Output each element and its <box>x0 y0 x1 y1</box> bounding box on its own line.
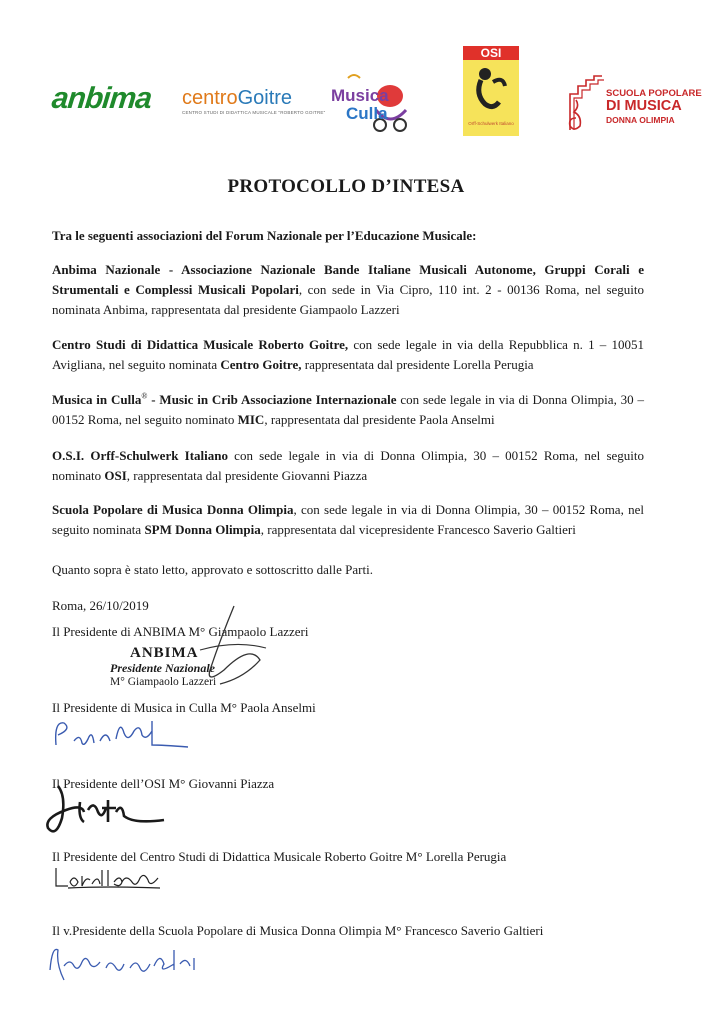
party-goitre-details: con sede legale in via della Repubblica n. 1 – 10051 Avigliana, nel seguito nominata <box>52 337 644 372</box>
party-spm-name: Scuola Popolare di Musica Donna Olimpia <box>52 502 294 517</box>
party-osi-name: O.S.I. Orff-Schulwerk Italiano <box>52 448 228 463</box>
party-osi-representative: , rappresentata dal presidente Giovanni Piazza <box>126 468 368 483</box>
party-mic-shortname: MIC <box>237 412 265 427</box>
centro-goitre-logo <box>182 87 326 115</box>
party-mic-details: con sede legale in via di Donna Olimpia, 30 – 00152 Roma, nel seguito nominato <box>52 392 645 427</box>
party-goitre-name: Centro Studi di Didattica Musicale Roberto Goitre, <box>52 337 349 352</box>
signatory-osi: Il Presidente dell’OSI M° Giovanni Piazza <box>52 776 275 791</box>
party-osi-shortname: OSI <box>104 468 127 483</box>
party-spm-details: , con sede legale in via di Donna Olimpia, 30 – 00152 Roma, nel seguito nominata <box>52 502 644 537</box>
signature-goitre <box>48 862 168 896</box>
party-mic-name-en: - Music in Crib Associazione Internazionale <box>147 392 397 407</box>
party-goitre-paragraph <box>52 335 644 375</box>
signatory-anbima: Il Presidente di ANBIMA M° Giampaolo Lazzeri <box>52 624 309 639</box>
signature-anbima <box>140 600 270 700</box>
osi-caption: Orff-Schulwerk Italiano <box>468 121 514 126</box>
document-title: PROTOCOLLO D’INTESA <box>227 176 465 197</box>
goitre-word-goitre: Goitre <box>237 87 293 109</box>
musica-text: Musica <box>331 86 389 105</box>
stamp-line1: ANBIMA <box>130 645 199 661</box>
intro-paragraph: Tra le seguenti associazioni del Forum Nazionale per l’Educazione Musicale: <box>52 228 477 243</box>
signature-spm <box>44 940 214 990</box>
centro-goitre-wordmark <box>182 88 302 108</box>
signatory-goitre: Il Presidente del Centro Studi di Didattica Musicale Roberto Goitre M° Lorella Perugia <box>52 849 507 864</box>
place-date: Roma, 26/10/2019 <box>52 598 149 613</box>
party-mic-name: Musica in Culla <box>52 392 142 407</box>
party-osi-paragraph <box>52 446 644 486</box>
registered-mark: ® <box>141 391 148 401</box>
osi-figure-icon <box>463 60 519 120</box>
centro-goitre-subtitle: CENTRO STUDI DI DIDATTICA MUSICALE "ROBERTO GOITRE" <box>182 110 326 115</box>
osi-label: OSI <box>480 46 502 60</box>
logo-header <box>0 40 702 150</box>
party-spm-paragraph <box>52 500 644 540</box>
signatory-spm: Il v.Presidente della Scuola Popolare di Musica Donna Olimpia M° Francesco Saverio Galtieri <box>52 923 544 938</box>
party-anbima-details: , con sede in Via Cipro, 110 int. 2 - 00136 Roma, nel seguito nominata Anbima, rappresentata dal presidente Giampaolo Lazzeri <box>52 282 645 317</box>
party-osi-details: con sede legale in via di Donna Olimpia, 30 – 00152 Roma, nel seguito nominato <box>52 448 644 483</box>
party-goitre-shortname: Centro Goitre, <box>220 357 302 372</box>
stamp-line2: Presidente Nazionale <box>110 661 215 675</box>
scuola-popolare-logo <box>562 74 702 138</box>
party-goitre-representative: rappresentata dal presidente Lorella Perugia <box>301 357 534 372</box>
party-anbima-name: Anbima Nazionale - Associazione Nazionale Bande Italiane Musicali Autonome, Gruppi Corali e Strumentali e Complessi Musicali Popolari <box>52 262 644 297</box>
party-mic-paragraph <box>52 390 644 430</box>
goitre-word-centro: centro <box>182 87 238 109</box>
stamp-line3: M° Giampaolo Lazzeri <box>110 676 217 688</box>
musica-in-culla-logo <box>328 70 410 140</box>
party-spm-shortname: SPM Donna Olimpia <box>144 522 261 537</box>
spm-line2: DI MUSICA <box>606 98 682 114</box>
music-staff-icon <box>562 74 606 138</box>
spm-line1: SCUOLA POPOLARE <box>606 88 702 99</box>
signature-mic <box>52 715 192 755</box>
spm-line3: DONNA OLIMPIA <box>606 115 675 125</box>
osi-logo <box>463 46 519 136</box>
party-anbima-paragraph <box>52 260 644 320</box>
party-mic-representative: , rappresentata dal presidente Paola Anselmi <box>264 412 495 427</box>
closing-statement: Quanto sopra è stato letto, approvato e sottoscritto dalle Parti. <box>52 562 373 577</box>
signatory-mic: Il Presidente di Musica in Culla M° Paola Anselmi <box>52 700 316 715</box>
signature-osi <box>44 782 164 842</box>
party-spm-representative: , rappresentata dal vicepresidente Francesco Saverio Galtieri <box>260 522 576 537</box>
culla-text: Culla <box>346 104 388 123</box>
anbima-logo: anbima <box>50 82 153 115</box>
